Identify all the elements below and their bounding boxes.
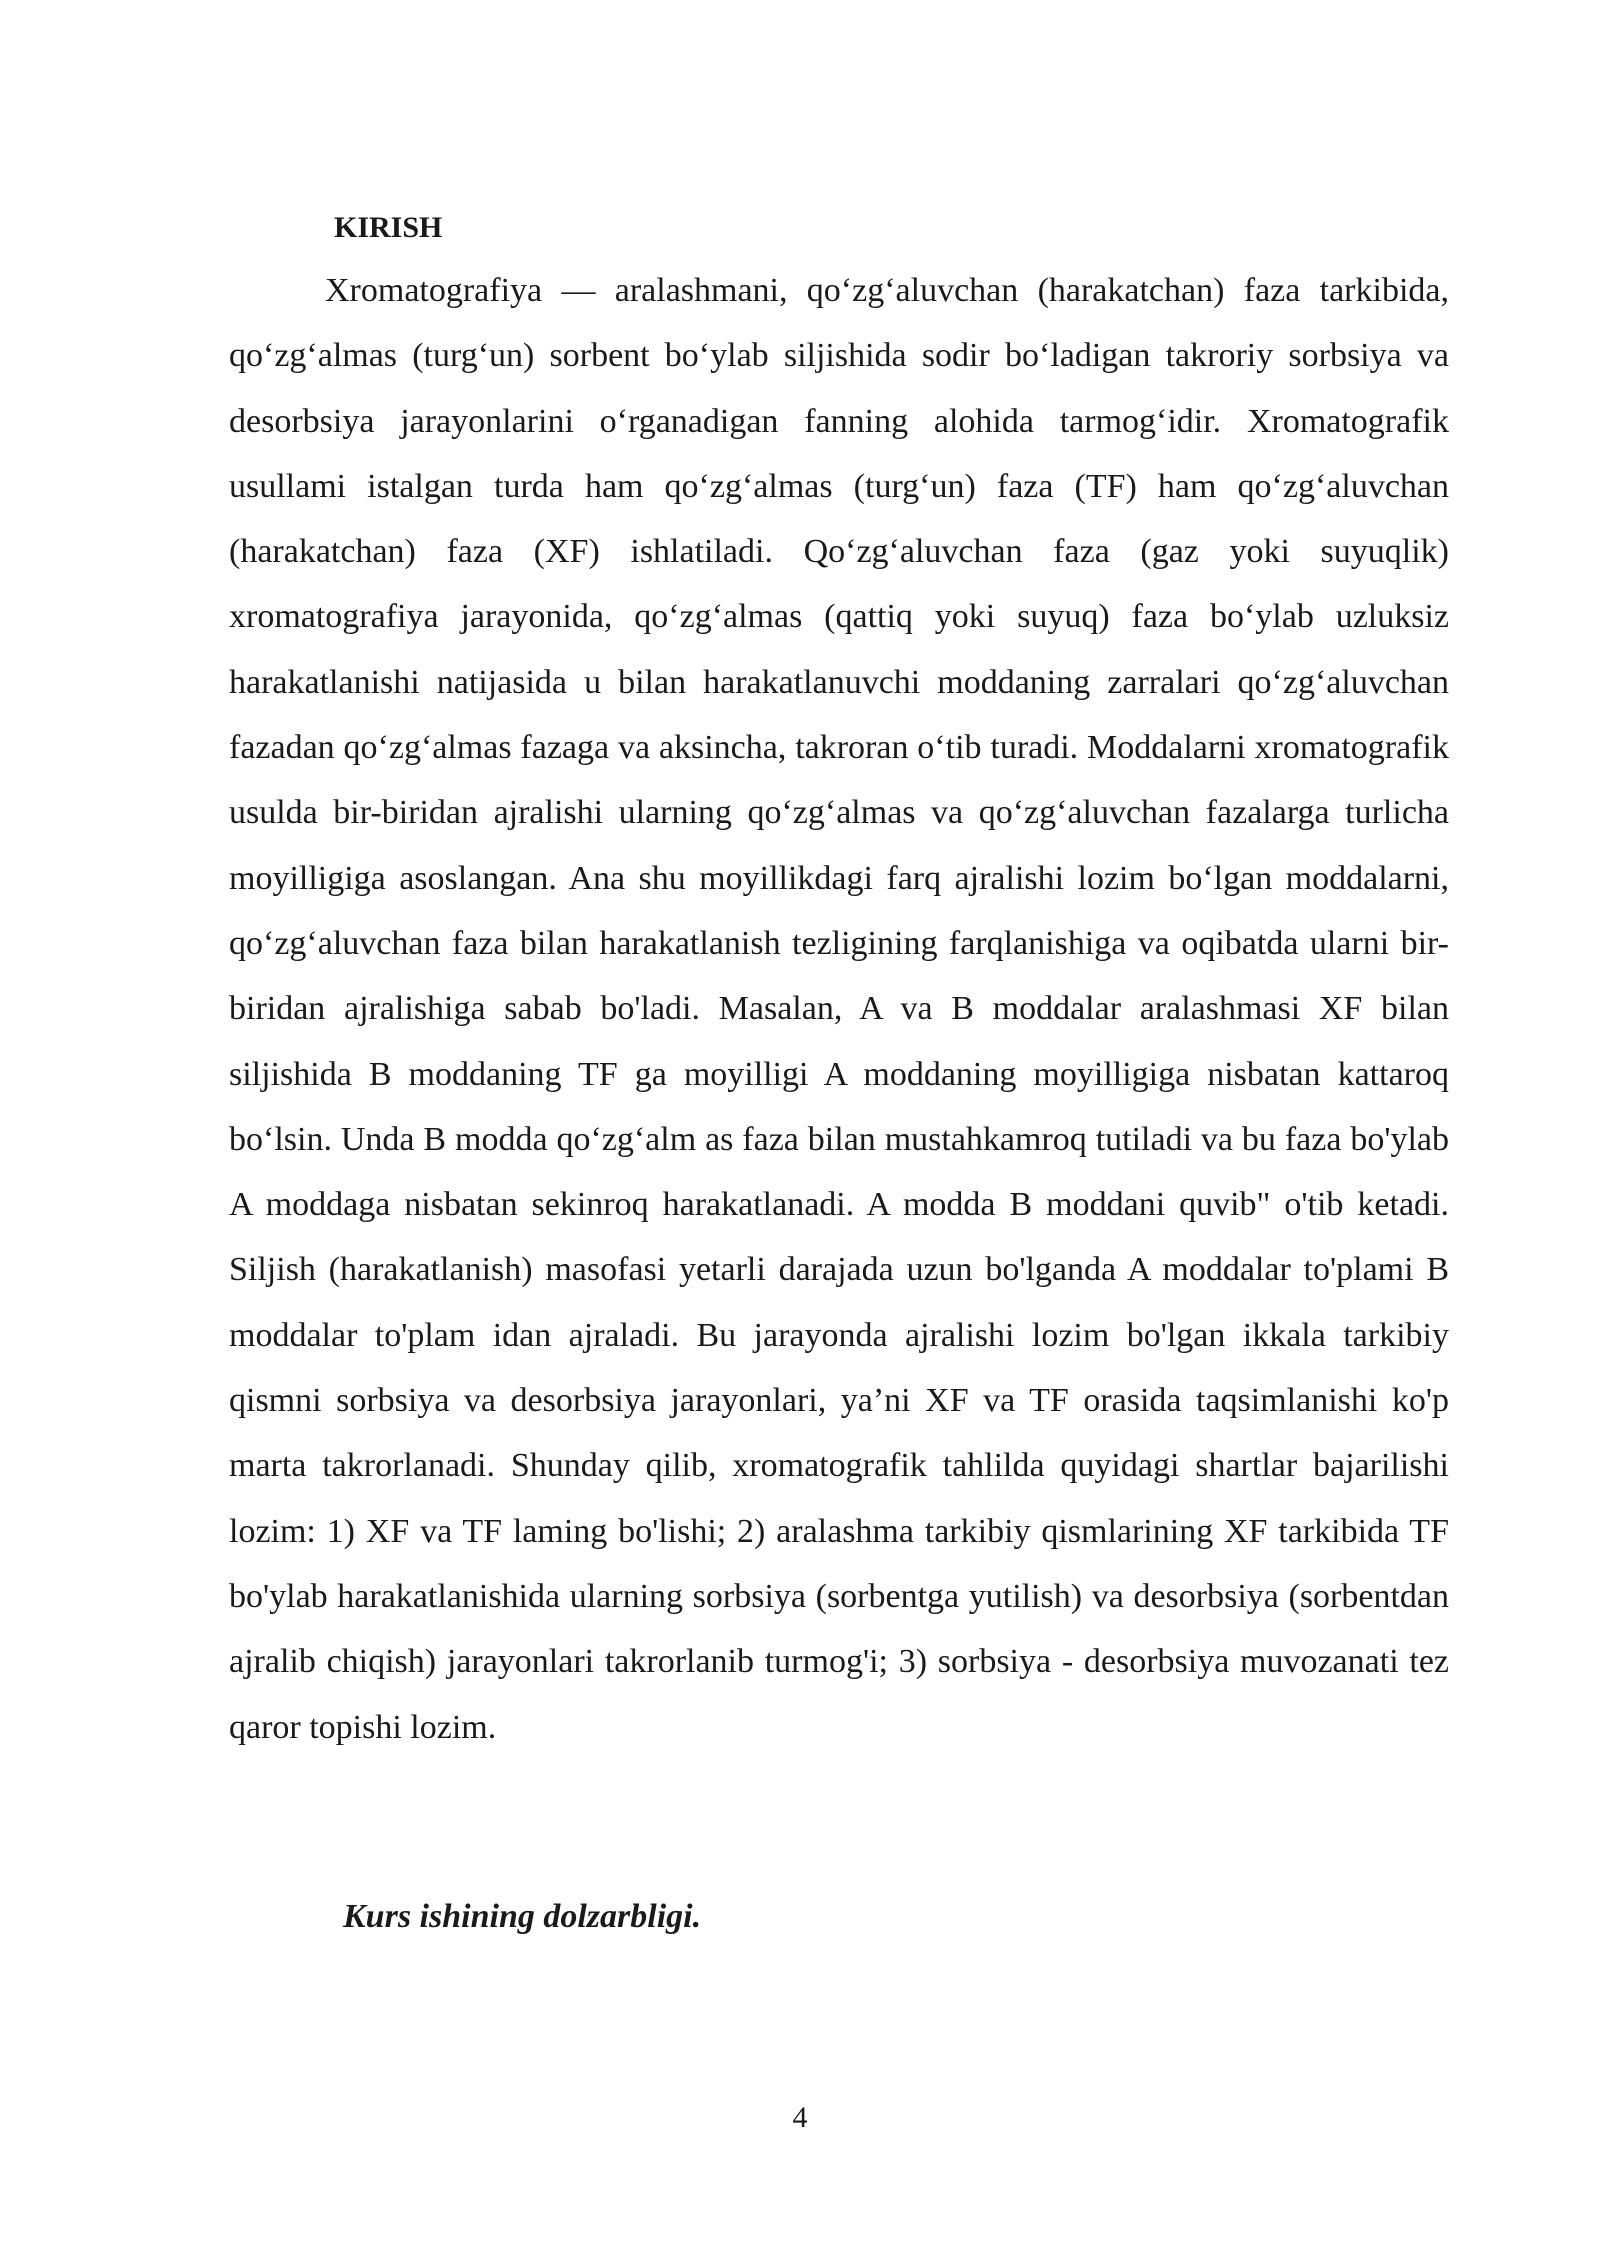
section-subheading: Kurs ishining dolzarbligi. [343, 1898, 702, 1935]
body-paragraph: Xromatografiya — aralashmani, qo‘zg‘aluvchan (harakatchan) faza tarkibida, qo‘zg‘almas (turg‘un) sorbent bo‘ylab siljishida sodir bo‘ladigan takroriy sorbsiya va desorbsiya jarayonlarini o‘rganadigan fanning alohida tarmog‘idir. Xromatografik usullami istalgan turda ham qo‘zg‘almas (turg‘un) faza (TF) ham qo‘zg‘aluvchan (harakatchan) faza (XF) ishlatiladi. Qo‘zg‘aluvchan faza (gaz yoki suyuqlik) xromatografiya jarayonida, qo‘zg‘almas (qattiq yoki suyuq) faza bo‘ylab uzluksiz harakatlanishi natijasida u bilan harakatlanuvchi moddaning zarralari qo‘zg‘aluvchan fazadan qo‘zg‘almas fazaga va aksincha, takroran o‘tib turadi. Moddalarni xromatografik usulda bir-biridan ajralishi ularning qo‘zg‘almas va qo‘zg‘aluvchan fazalarga turlicha moyilligiga asoslangan. Ana shu moyillikdagi farq ajralishi lozim bo‘lgan moddalarni, qo‘zg‘aluvchan faza bilan harakatlanish tezligining farqlanishiga va oqibatda ularni bir-biridan ajralishiga sabab bo'ladi. Masalan, A va B moddalar aralashmasi XF bilan siljishida B moddaning TF ga moyilligi A moddaning moyilligiga nisbatan kattaroq bo‘lsin. Unda B modda qo‘zg‘alm as faza bilan mustahkamroq tutiladi va bu faza bo'ylab A moddaga nisbatan sekinroq harakatlanadi. A modda B moddani quvib" o'tib ketadi. Siljish (harakatlanish) masofasi yetarli darajada uzun bo'lganda A moddalar to'plami B moddalar to'plam idan ajraladi. Bu jarayonda ajralishi lozim bo'lgan ikkala tarkibiy qismni sorbsiya va desorbsiya jarayonlari, ya’ni XF va TF orasida taqsimlanishi ko'p marta takrorlanadi. Shunday qilib, xromatografik tahlilda quyidagi shartlar bajarilishi lozim: 1) XF va TF laming bo'lishi; 2) aralashma tarkibiy qismlarining XF tarkibida TF bo'ylab harakatlanishida ularning sorbsiya (sorbentga yutilish) va desorbsiya (sorbentdan ajralib chiqish) jarayonlari takrorlanib turmog'i; 3) sorbsiya - desorbsiya muvozanati tez qaror topishi lozim. [229, 272, 1449, 1746]
section-heading: KIRISH [334, 211, 443, 244]
page-number: 4 [792, 2101, 808, 2134]
